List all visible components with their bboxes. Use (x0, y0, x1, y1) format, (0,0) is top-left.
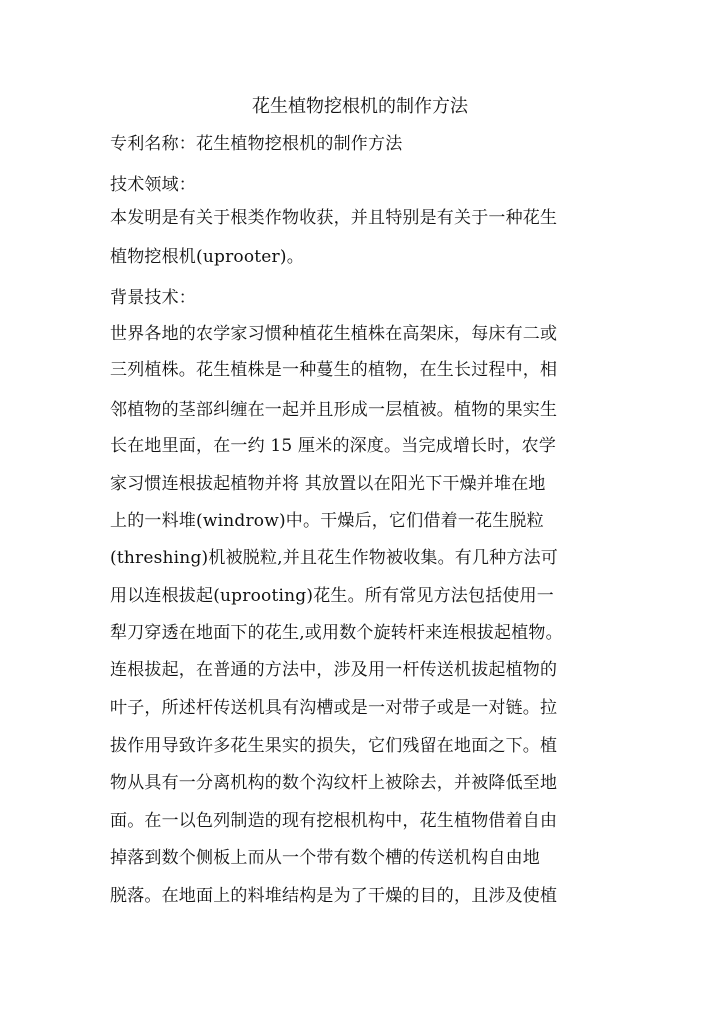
body-text-line: 面。在一以色列制造的现有挖根机构中，花生植物借着自由 (110, 811, 558, 831)
body-text-line: 邻植物的茎部纠缠在一起并且形成一层植被。植物的果实生 (110, 400, 558, 420)
body-text-line: 掉落到数个侧板上而从一个带有数个槽的传送机构自由地 (110, 848, 540, 868)
document-title: 花生植物挖根机的制作方法 (252, 96, 468, 117)
technical-field-heading: 技术领域： (110, 175, 196, 195)
body-text-line: 犁刀穿透在地面下的花生,或用数个旋转杆来连根拔起植物。 (110, 623, 563, 643)
body-text-line: 三列植株。花生植株是一种蔓生的植物，在生长过程中，相 (110, 360, 558, 380)
body-text-line: 本发明是有关于根类作物收获，并且特别是有关于一种花生 (110, 208, 558, 228)
body-text-line: 叶子，所述杆传送机具有沟槽或是一对带子或是一对链。拉 (110, 698, 558, 718)
body-text-line: 长在地里面，在一约 15 厘米的深度。当完成增长时，农学 (110, 436, 557, 456)
body-text-line: 植物挖根机(uprooter)。 (110, 247, 304, 267)
body-text-line: 拔作用导致许多花生果实的损失，它们残留在地面之下。植 (110, 736, 558, 756)
background-heading: 背景技术： (110, 288, 196, 308)
body-text-line: 用以连根拔起(uprooting)花生。所有常见方法包括使用一 (110, 586, 554, 606)
body-text-line: (threshing)机被脱粒,并且花生作物被收集。有几种方法可 (110, 548, 558, 568)
body-text-line: 物从具有一分离机构的数个沟纹杆上被除去，并被降低至地 (110, 773, 558, 793)
body-text-line: 家习惯连根拔起植物并将 其放置以在阳光下干燥并堆在地 (110, 474, 546, 494)
body-text-line: 脱落。在地面上的料堆结构是为了干燥的目的，且涉及使植 (110, 886, 558, 906)
patent-name-line: 专利名称：花生植物挖根机的制作方法 (110, 134, 403, 154)
body-text-line: 连根拔起，在普通的方法中，涉及用一杆传送机拔起植物的 (110, 660, 558, 680)
body-text-line: 世界各地的农学家习惯种植花生植株在高架床，每床有二或 (110, 324, 558, 344)
body-text-line: 上的一料堆(windrow)中。干燥后，它们借着一花生脱粒 (110, 511, 544, 531)
